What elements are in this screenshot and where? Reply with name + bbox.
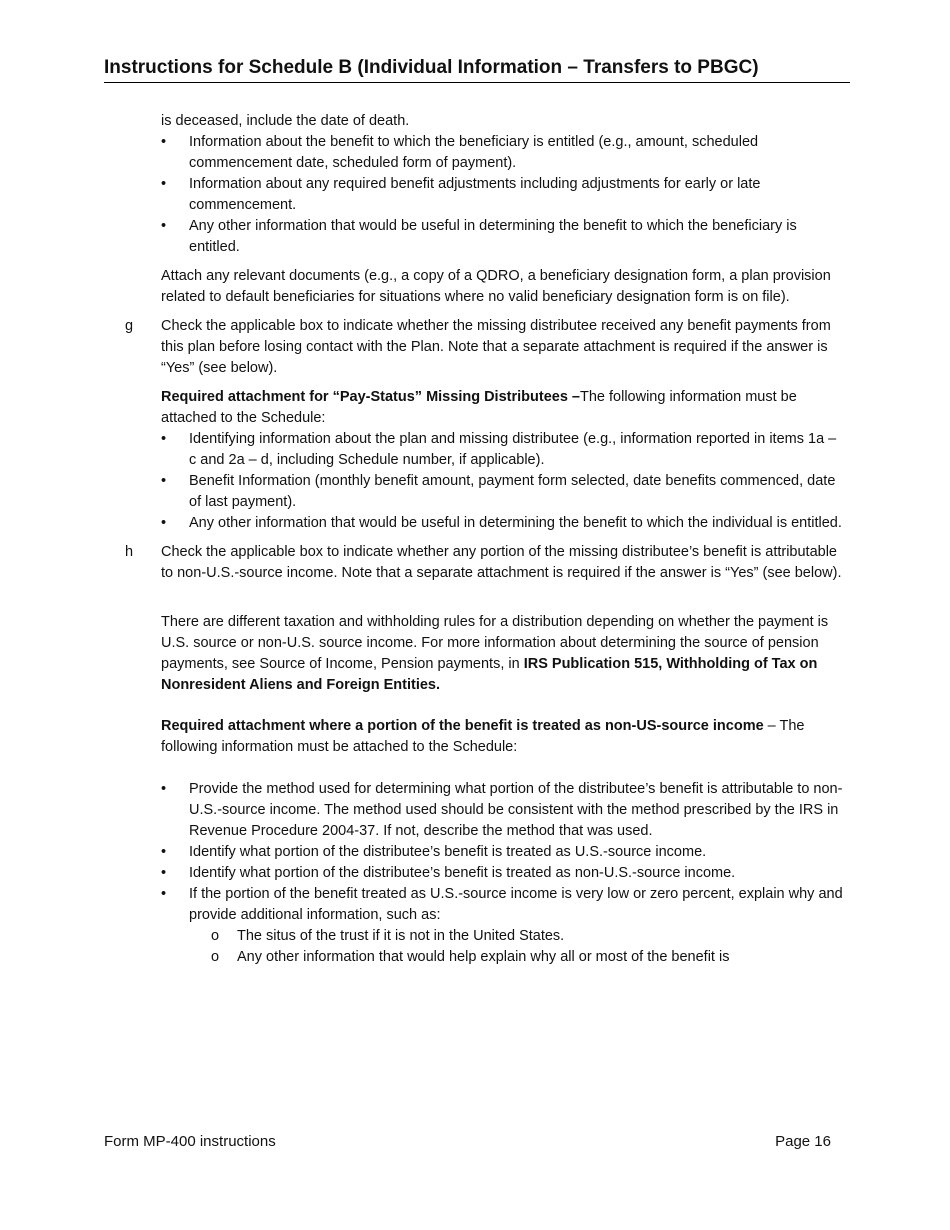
document-body [104,111,844,968]
page-title: Instructions for Schedule B (Individual Information – Transfers to PBGC) [104,55,850,83]
list-item-text: Information about any required benefit adjustments including adjustments for early or late commencement. [189,176,761,213]
bullet-icon: • [161,886,167,902]
item-g-text: Check the applicable box to indicate whether the missing distributee received any benefit payments from this plan before losing contact with the Plan. Note that a separate attachment is required if the answer is “Yes” (see below). [161,318,831,376]
list-item [104,429,844,471]
item-g [104,316,844,379]
item-letter: g [125,318,134,334]
required-text: The following information must be attached to the Schedule: [161,389,797,426]
required-heading: Required attachment for “Pay-Status” Missing Distributees – [161,389,580,405]
irs-publication-reference: IRS Publication 515, Withholding of Tax on Nonresident Aliens and Foreign Entities. [161,656,818,693]
item-h-text: Check the applicable box to indicate whether any portion of the missing distributee’s benefit is attributable to non-U.S.-source income. Note that a separate attachment is required if the answer is “Yes” (see below). [161,544,842,581]
item-h [104,542,844,584]
taxation-paragraph [104,612,844,696]
circle-bullet-icon: o [211,928,220,944]
list-item-text: Any other information that would be useful in determining the benefit to which the individual is entitled. [189,515,842,531]
list-item [104,884,844,926]
bullet-icon: • [161,218,167,234]
required-heading: Required attachment where a portion of the benefit is treated as non-US-source income [161,718,764,734]
list-item-text: Identify what portion of the distributee’s benefit is treated as non-U.S.-source income. [189,865,736,881]
continued-text: is deceased, include the date of death. [161,113,410,129]
list-item [104,132,844,174]
footer-page-number: Page 16 [775,1133,831,1150]
sub-list-item [104,926,844,947]
list-item-text: If the portion of the benefit treated as U.S.-source income is very low or zero percent, explain why and provide additional information, such as: [189,886,843,923]
list-item [104,513,844,534]
bullet-icon: • [161,781,167,797]
item-letter: h [125,544,134,560]
required-attachment-g [104,387,844,429]
sub-list-item-text: The situs of the trust if it is not in the United States. [237,928,565,944]
attach-paragraph: Attach any relevant documents (e.g., a copy of a QDRO, a beneficiary designation form, a plan provision related to default beneficiaries for situations where no valid beneficiary designation form is on file). [161,268,831,305]
list-item [104,216,844,258]
list-item [104,779,844,842]
bullet-icon: • [161,431,167,447]
bullet-icon: • [161,134,167,150]
list-item-text: Identify what portion of the distributee’s benefit is treated as U.S.-source income. [189,844,707,860]
footer-form-name: Form MP-400 instructions [104,1133,276,1150]
bullet-icon: • [161,473,167,489]
list-item-text: Benefit Information (monthly benefit amount, payment form selected, date benefits commenced, date of last payment). [189,473,836,510]
bullet-icon: • [161,865,167,881]
circle-bullet-icon: o [211,949,220,965]
bullet-icon: • [161,844,167,860]
required-attachment-h [104,716,844,758]
list-item [104,471,844,513]
sub-list-item-text: Any other information that would help explain why all or most of the benefit is [237,949,730,965]
list-item [104,174,844,216]
list-item-text: Any other information that would be useful in determining the benefit to which the beneficiary is entitled. [189,218,797,255]
taxation-text: There are different taxation and withholding rules for a distribution depending on whether the payment is U.S. source or non-U.S. source income. For more information about determining the source of pension payments, see Source of Income, Pension payments, in [161,614,829,672]
sub-list-item [104,947,844,968]
list-item-text: Information about the benefit to which the beneficiary is entitled (e.g., amount, scheduled commencement date, scheduled form of payment). [189,134,759,171]
bullet-icon: • [161,176,167,192]
list-item-text: Provide the method used for determining what portion of the distributee’s benefit is attributable to non-U.S.-source income. The method used should be consistent with the method prescribed by the IRS in Revenue Procedure 2004-37. If not, describe the method that was used. [189,781,843,839]
bullet-icon: • [161,515,167,531]
list-item [104,842,844,863]
list-item [104,863,844,884]
list-item-text: Identifying information about the plan and missing distributee (e.g., information reported in items 1a – c and 2a – d, including Schedule number, if applicable). [189,431,837,468]
required-text: – The following information must be attached to the Schedule: [161,718,805,755]
